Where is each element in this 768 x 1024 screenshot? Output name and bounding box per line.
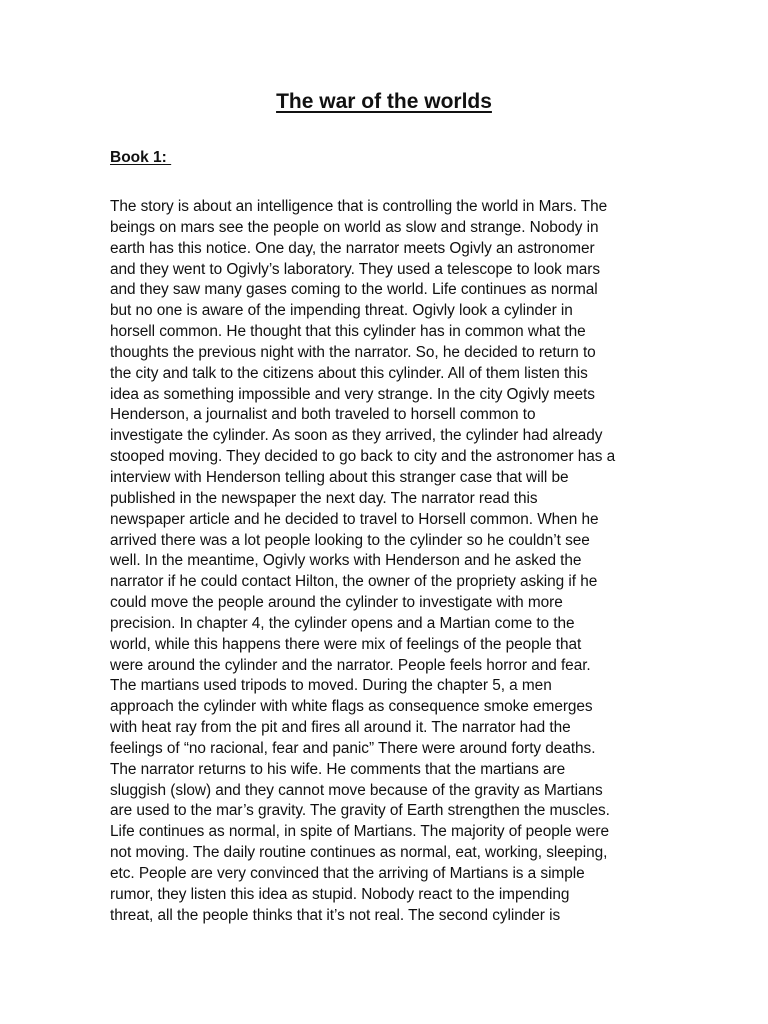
body-line: The story is about an intelligence that is controlling the world in Mars. The bbox=[110, 198, 608, 215]
body-line: The narrator returns to his wife. He comments that the martians are bbox=[110, 760, 566, 778]
body-line: approach the cylinder with white flags as consequence smoke emerges bbox=[110, 698, 593, 716]
body-line: not moving. The daily routine continues as normal, eat, working, sleeping, bbox=[110, 844, 608, 862]
body-line: etc. People are very convinced that the arriving of Martians is a simple bbox=[110, 865, 585, 882]
body-line: published in the newspaper the next day. The narrator read this bbox=[110, 489, 538, 507]
body-line: horsell common. He thought that this cylinder has in common what the bbox=[110, 323, 586, 341]
body-line: but no one is aware of the impending threat. Ogivly look a cylinder in bbox=[110, 302, 573, 320]
body-line: well. In the meantime, Ogivly works with Henderson and he asked the bbox=[110, 552, 582, 570]
body-line: earth has this notice. One day, the narrator meets Ogivly an astronomer bbox=[110, 239, 595, 257]
body-line: could move the people around the cylinder to investigate with more bbox=[110, 594, 563, 612]
body-paragraph bbox=[110, 197, 670, 927]
body-line: feelings of “no racional, fear and panic” There were around forty deaths. bbox=[110, 739, 596, 757]
body-line: arrived there was a lot people looking to the cylinder so he couldn’t see bbox=[110, 531, 590, 549]
page-title: The war of the worlds bbox=[276, 90, 492, 113]
body-line: Life continues as normal, in spite of Martians. The majority of people were bbox=[110, 823, 609, 841]
body-line: precision. In chapter 4, the cylinder opens and a Martian come to the bbox=[110, 614, 575, 632]
body-line: The martians used tripods to moved. During the chapter 5, a men bbox=[110, 677, 552, 695]
body-line: Henderson, a journalist and both traveled to horsell common to bbox=[110, 406, 536, 424]
body-line: world, while this happens there were mix of feelings of the people that bbox=[110, 635, 582, 653]
body-line: thoughts the previous night with the narrator. So, he decided to return to bbox=[110, 343, 596, 361]
body-line: and they went to Ogivly’s laboratory. They used a telescope to look mars bbox=[110, 260, 601, 278]
body-line: narrator if he could contact Hilton, the owner of the propriety asking if he bbox=[110, 573, 598, 591]
body-line: stooped moving. They decided to go back to city and the astronomer has a bbox=[110, 448, 616, 466]
body-line: with heat ray from the pit and fires all around it. The narrator had the bbox=[110, 719, 571, 737]
section-heading: Book 1: bbox=[110, 149, 172, 166]
body-line: threat, all the people thinks that it’s not real. The second cylinder is bbox=[110, 906, 561, 924]
body-line: interview with Henderson telling about this stranger case that will be bbox=[110, 468, 569, 486]
body-line: are used to the mar’s gravity. The gravity of Earth strengthen the muscles. bbox=[110, 802, 610, 820]
body-line: rumor, they listen this idea as stupid. Nobody react to the impending bbox=[110, 885, 570, 903]
body-line: idea as something impossible and very strange. In the city Ogivly meets bbox=[110, 385, 595, 403]
body-line: investigate the cylinder. As soon as they arrived, the cylinder had already bbox=[110, 427, 603, 445]
body-line: were around the cylinder and the narrator. People feels horror and fear. bbox=[110, 656, 591, 674]
body-line: beings on mars see the people on world as slow and strange. Nobody in bbox=[110, 218, 599, 236]
body-line: sluggish (slow) and they cannot move because of the gravity as Martians bbox=[110, 781, 603, 799]
body-line: and they saw many gases coming to the world. Life continues as normal bbox=[110, 281, 598, 299]
body-line: the city and talk to the citizens about this cylinder. All of them listen this bbox=[110, 364, 588, 382]
body-line: newspaper article and he decided to travel to Horsell common. When he bbox=[110, 510, 599, 528]
